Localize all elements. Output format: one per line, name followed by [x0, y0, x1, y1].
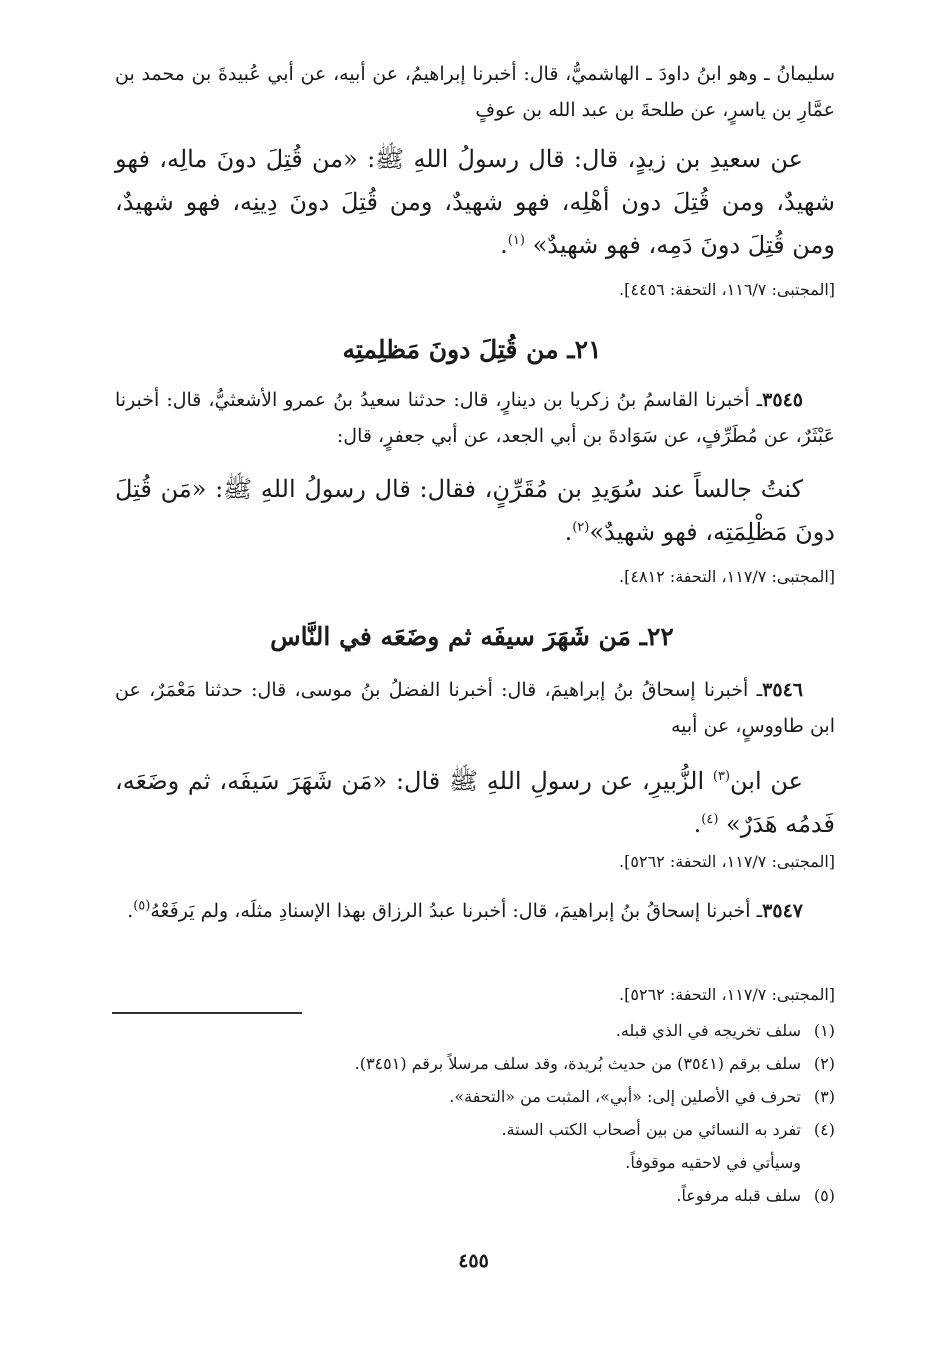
footnote-ref: (٢)	[572, 520, 590, 535]
hadith-number: ٣٥٤٦	[762, 679, 803, 701]
hadith-number: ٣٥٤٥	[762, 389, 803, 411]
hadith-3546-isnad: ٣٥٤٦ـ أخبرنا إسحاقُ بنُ إبراهيمَ، قال: أخبرنا الفضلُ بنُ موسى، قال: حدثنا مَعْمَرٌ، عن ابن طاووسٍ، عن أبيه	[115, 679, 835, 737]
footnote-ref: (١)	[507, 233, 525, 248]
footnote: (٥)سلف قبله مرفوعاً.	[676, 1186, 835, 1205]
hadith-number: ٣٥٤٧	[762, 900, 803, 922]
page-number: ٤٥٥	[458, 1250, 489, 1272]
hadith-3547: ٣٥٤٧ـ أخبرنا إسحاقُ بنُ إبراهيمَ، قال: أخبرنا عبدُ الرزاق بهذا الإسنادِ مثلَه، ولم يَرفَعْهُ$^{(٥)}$.	[127, 898, 803, 922]
source-reference: [المجتبى: ١١٧/٧، التحفة: ٥٢٦٢].	[619, 985, 835, 1004]
hadith-text: عن سعيدِ بن زيدٍ، قال: قال رسولُ اللهِ ﷺ: «من قُتِلَ دونَ مالِه، فهو شهيدٌ، ومن قُتِلَ دون أهْلِه، فهو شهيدٌ، ومن قُتِلَ دونَ دِينِه، فهو شهيدٌ، ومن قُتِلَ دونَ دَمِه، فهو شهيدٌ» $^{(١)}$.	[115, 145, 835, 259]
source-reference: [المجتبى: ١١٦/٧، التحفة: ٤٤٥٦].	[619, 280, 835, 299]
footnote: وسيأتي في لاحقيه موقوفاً.	[625, 1153, 801, 1172]
chapter-heading-21: ٢١ـ من قُتِلَ دونَ مَظلِمتِه	[342, 335, 602, 364]
footnote: (٣)تحرف في الأصلين إلى: «أبي»، المثبت من «التحفة».	[449, 1087, 835, 1106]
hadith-3545-isnad: ٣٥٤٥ـ أخبرنا القاسمُ بنُ زكريا بن دينارٍ، قال: حدثنا سعيدُ بنُ عمرو الأشعثيُّ، قال: أخبرنا عَبْثَرٌ، عن مُطَرِّفٍ، عن سَوَادةَ بن أبي الجعد، عن أبي جعفرٍ، قال:	[115, 389, 835, 447]
footnote-ref: (٥)	[133, 898, 151, 914]
hadith-3546-matn: عن ابن$^{(٣)}$ الزُّبيرِ، عن رسولِ اللهِ ﷺ قال: «مَن شَهَرَ سَيفَه، ثم وضَعَه، فَدمُه هَدَرٌ» $^{(٤)}$.	[115, 767, 835, 838]
isnad-continuation: سليمانُ ـ وهو ابنُ داودَ ـ الهاشميُّ، قال: أخبرنا إبراهيمُ، عن أبيه، عن أبي عُبيدةَ بن محمد بن عمَّارِ بن ياسرٍ، عن طلحةَ بن عبد الله بن عوفٍ	[115, 63, 835, 121]
footnote: (٤)تفرد به النسائي من بين أصحاب الكتب الستة.	[501, 1120, 835, 1139]
source-reference: [المجتبى: ١١٧/٧، التحفة: ٤٨١٢].	[619, 567, 835, 586]
footnote: (١)سلف تخريجه في الذي قبله.	[615, 1021, 835, 1040]
footnote: (٢)سلف برقم (٣٥٤١) من حديث بُريدة، وقد سلف مرسلاً برقم (٣٤٥١).	[354, 1054, 835, 1073]
source-reference: [المجتبى: ١١٧/٧، التحفة: ٥٢٦٢].	[619, 852, 835, 871]
footnote-ref: (٤)	[701, 812, 719, 827]
chapter-heading-22: ٢٢ـ مَن شَهَرَ سيفَه ثم وضَعَه في النَّاس	[270, 622, 674, 651]
footnote-separator	[112, 1012, 302, 1014]
footnote-ref: (٣)	[712, 769, 731, 784]
hadith-3545-matn: كنتُ جالساً عند سُوَيدِ بن مُقَرِّنٍ، فقال: قال رسولُ اللهِ ﷺ: «مَن قُتِلَ دونَ مَظْلِمَتِه، فهو شهيدٌ»$^{(٢)}$.	[115, 475, 835, 546]
